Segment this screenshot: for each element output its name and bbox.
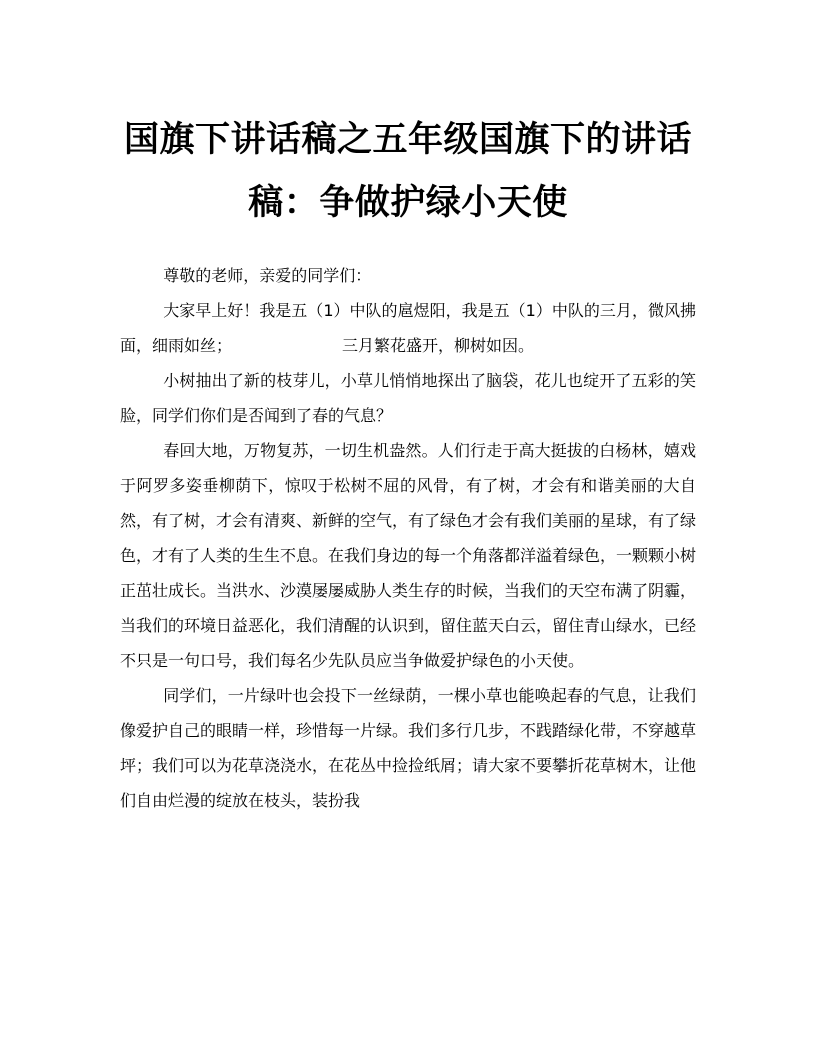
paragraph-3: 春回大地，万物复苏，一切生机盎然。人们行走于高大挺拔的白杨林，嬉戏于阿罗多姿垂柳荫下，惊叹于松树不屈的风骨，有了树，才会有和谐美丽的大自然，有了树，才会有清爽、新鲜的空气，有了绿色才会有我们美丽的星球，有了绿色，才有了人类的生生不息。在我们身边的每一个角落都洋溢着绿色，一颗颗小树正茁壮成长。当洪水、沙漠屡屡威胁人类生存的时候，当我们的天空布满了阴霾，当我们的环境日益恶化，我们清醒的认识到，留住蓝天白云，留住青山绿水，已经不只是一句口号，我们每名少先队员应当争做爱护绿色的小天使。 (120, 441, 697, 670)
document-title: 国旗下讲话稿之五年级国旗下的讲话稿：争做护绿小天使 (123, 119, 692, 223)
paragraph-1 (120, 293, 696, 363)
paragraph-1-part-a: 大家早上好！我是五（1）中队的扈煜阳，我是五（1）中队的三月，微风拂面，细雨如丝； (120, 301, 696, 355)
paragraph-4: 同学们，一片绿叶也会投下一丝绿荫，一棵小草也能唤起春的气息，让我们像爱护自己的眼睛一样，珍惜每一片绿。我们多行几步，不践踏绿化带，不穿越草坪；我们可以为花草浇浇水，在花丛中捡捡纸屑；请大家不要攀折花草树木，让他们自由烂漫的绽放在枝头，装扮我 (120, 686, 697, 810)
greeting-paragraph: 尊敬的老师，亲爱的同学们： (163, 266, 372, 285)
paragraph-2: 小树抽出了新的枝芽儿，小草儿悄悄地探出了脑袋，花儿也绽开了五彩的笑脸，同学们你们是否闻到了春的气息？ (120, 371, 696, 425)
document-body (120, 258, 696, 818)
paragraph-1-part-b: 三月繁花盛开，柳树如因。 (342, 336, 535, 355)
